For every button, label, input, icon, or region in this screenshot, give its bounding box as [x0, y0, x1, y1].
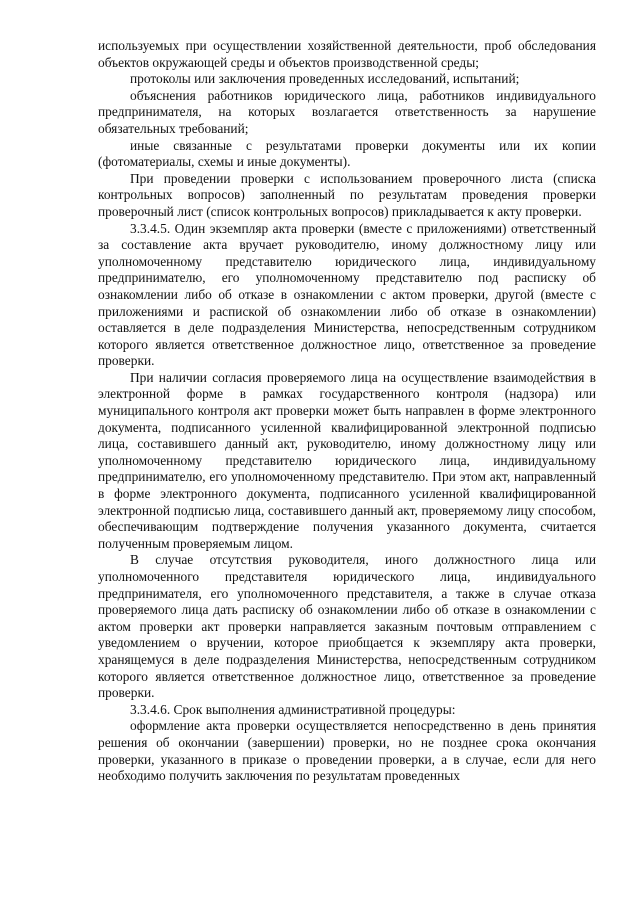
paragraph-4: иные связанные с результатами проверки документы или их копии (фотоматериалы, схемы и иные документы). [98, 137, 596, 170]
paragraph-3: объяснения работников юридического лица, работников индивидуального предпринимателя, на которых возлагается ответственность за нарушение обязательных требований; [98, 87, 596, 136]
paragraph-10: оформление акта проверки осуществляется непосредственно в день принятия решения об окончании (завершении) проверки, но не позднее срока окончания проверки, указанного в приказе о проведении проверки, а в случае, если для него необходимо получить заключения по результатам проведенных [98, 718, 596, 784]
paragraph-6: 3.3.4.5. Один экземпляр акта проверки (вместе с приложениями) ответственный за составление акта вручает руководителю, иному должностному лицу или уполномоченному представителю юридического лица, индивидуальному предпринимателю, его уполномоченному представителю под расписку об ознакомлении либо об отказе в ознакомлении с актом проверки, другой (вместе с приложениями и распиской об ознакомлении либо об отказе в ознакомлении) оставляется в деле подразделения Министерства, непосредственным сотрудником которого является ответственное должностное лицо, ответственное за проведение проверки. [98, 220, 596, 369]
paragraph-1: используемых при осуществлении хозяйственной деятельности, проб обследования объектов окружающей среды и объектов производственной среды; [98, 38, 596, 70]
paragraph-5: При проведении проверки с использованием проверочного листа (списка контрольных вопросов) заполненный по результатам проведения проверки проверочный лист (список контрольных вопросов) прикладывается к акту проверки. [98, 170, 596, 219]
paragraph-7: При наличии согласия проверяемого лица на осуществление взаимодействия в электронной форме в рамках государственного контроля (надзора) или муниципального контроля акт проверки может быть направлен в форме электронного документа, подписанного усиленной квалифицированной электронной подписью лица, составившего данный акт, руководителю, иному должностному лицу или уполномоченному представителю юридического лица, индивидуальному предпринимателю, его уполномоченному представителю. При этом акт, направленный в форме электронного документа, подписанного усиленной квалифицированной электронной подписью лица, составившего данный акт, проверяемому лицу способом, обеспечивающим подтверждение получения указанного документа, считается полученным проверяемым лицом. [98, 369, 596, 551]
paragraph-2: протоколы или заключения проведенных исследований, испытаний; [130, 71, 520, 87]
paragraph-9: 3.3.4.6. Срок выполнения административной процедуры: [130, 701, 456, 717]
paragraph-8: В случае отсутствия руководителя, иного должностного лица или уполномоченного представителя юридического лица, индивидуального предпринимателя, его уполномоченного представителя, а также в случае отказа проверяемого лица дать расписку об ознакомлении либо об отказе в ознакомлении с актом проверки акт проверки направляется заказным почтовым отправлением с уведомлением о вручении, которое приобщается к экземпляру акта проверки, хранящемуся в деле подразделения Министерства, непосредственным сотрудником которого является ответственное должностное лицо, ответственное за проведение проверки. [98, 552, 596, 701]
